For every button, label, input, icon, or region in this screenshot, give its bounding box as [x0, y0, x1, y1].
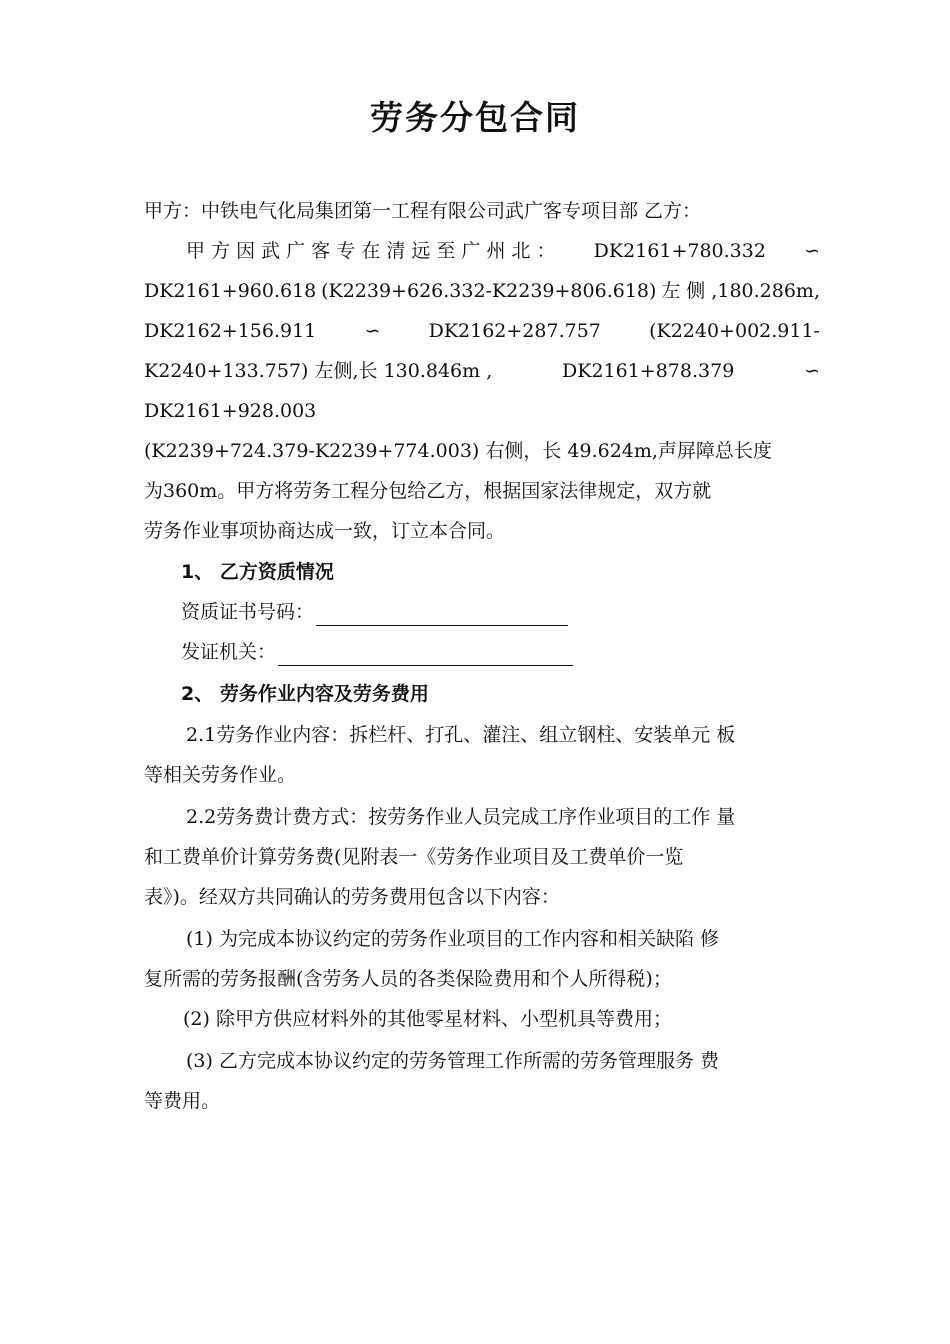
intro-tilde: ∽ [804, 240, 820, 262]
section-2-heading: 2、 劳务作业内容及劳务费用 [181, 683, 429, 705]
intro-line-3 [144, 311, 820, 351]
intro-range: (K2240+002.911- [649, 320, 820, 342]
cert-number-row [181, 592, 781, 632]
intro-line-1 [186, 231, 820, 271]
intro-line-6: (K2239+724.379-K2239+774.003) 右侧，长 49.624m,声屏障总长度 [144, 440, 772, 462]
p21-line-1: 2.1劳务作业内容：拆栏杆、打孔、灌注、组立钢柱、安装单元 板 [186, 724, 736, 746]
item-1-line-2: 复所需的劳务报酬(含劳务人员的各类保险费用和个人所得税)； [144, 968, 672, 990]
issuer-label: 发证机关： [181, 641, 277, 663]
intro-tilde: ∽ [804, 360, 820, 382]
intro-line-8: 劳务作业事项协商达成一致，订立本合同。 [144, 520, 506, 542]
p21-line-2: 等相关劳务作业。 [144, 764, 297, 786]
p22-line-3: 表》)。经双方共同确认的劳务费用包含以下内容： [144, 886, 560, 908]
intro-line-2 [144, 271, 820, 311]
item-2: (2) 除甲方供应材料外的其他零星材料、小型机具等费用； [183, 1008, 672, 1030]
p22-line-2: 和工费单价计算劳务费(见附表一《劳务作业项目及工费单价一览 [144, 846, 684, 868]
p22-line-1: 2.2劳务费计费方式：按劳务作业人员完成工序作业项目的工作 量 [186, 806, 736, 828]
issuer-field[interactable] [278, 641, 573, 666]
intro-station: DK2161+960.618 [144, 280, 317, 302]
issuer-row [181, 632, 781, 672]
item-3-line-2: 等费用。 [144, 1090, 221, 1112]
intro-tilde: ∽ [364, 320, 381, 342]
intro-text: 甲 方 因 武 广 客 专 在 清 远 至 广 州 北 ： [186, 240, 556, 262]
intro-range: (K2239+626.332-K2239+806.618) [321, 280, 657, 302]
intro-line-5: DK2161+928.003 [144, 400, 317, 422]
intro-station: DK2162+156.911 [144, 320, 317, 342]
cert-number-label: 资质证书号码： [181, 601, 315, 623]
parties-line: 甲方：中铁电气化局集团第一工程有限公司武广客专项目部 乙方： [144, 200, 702, 222]
intro-station: DK2161+878.379 [562, 360, 735, 382]
intro-line-7: 为360m。甲方将劳务工程分包给乙方，根据国家法律规定，双方就 [144, 480, 712, 502]
item-1-line-1: (1) 为完成本协议约定的劳务作业项目的工作内容和相关缺陷 修 [186, 928, 719, 950]
section-1-heading: 1、 乙方资质情况 [181, 561, 334, 583]
intro-station: DK2161+780.332 [593, 240, 766, 262]
document-title: 劳务分包合同 [370, 98, 580, 137]
intro-length: 左 侧 ,180.286m, [661, 280, 820, 302]
intro-station: DK2162+287.757 [428, 320, 601, 342]
intro-line-4 [144, 351, 820, 391]
item-3-line-1: (3) 乙方完成本协议约定的劳务管理工作所需的劳务管理服务 费 [186, 1050, 719, 1072]
cert-number-field[interactable] [316, 601, 568, 626]
intro-range: K2240+133.757) 左侧,长 130.846m , [144, 360, 493, 382]
